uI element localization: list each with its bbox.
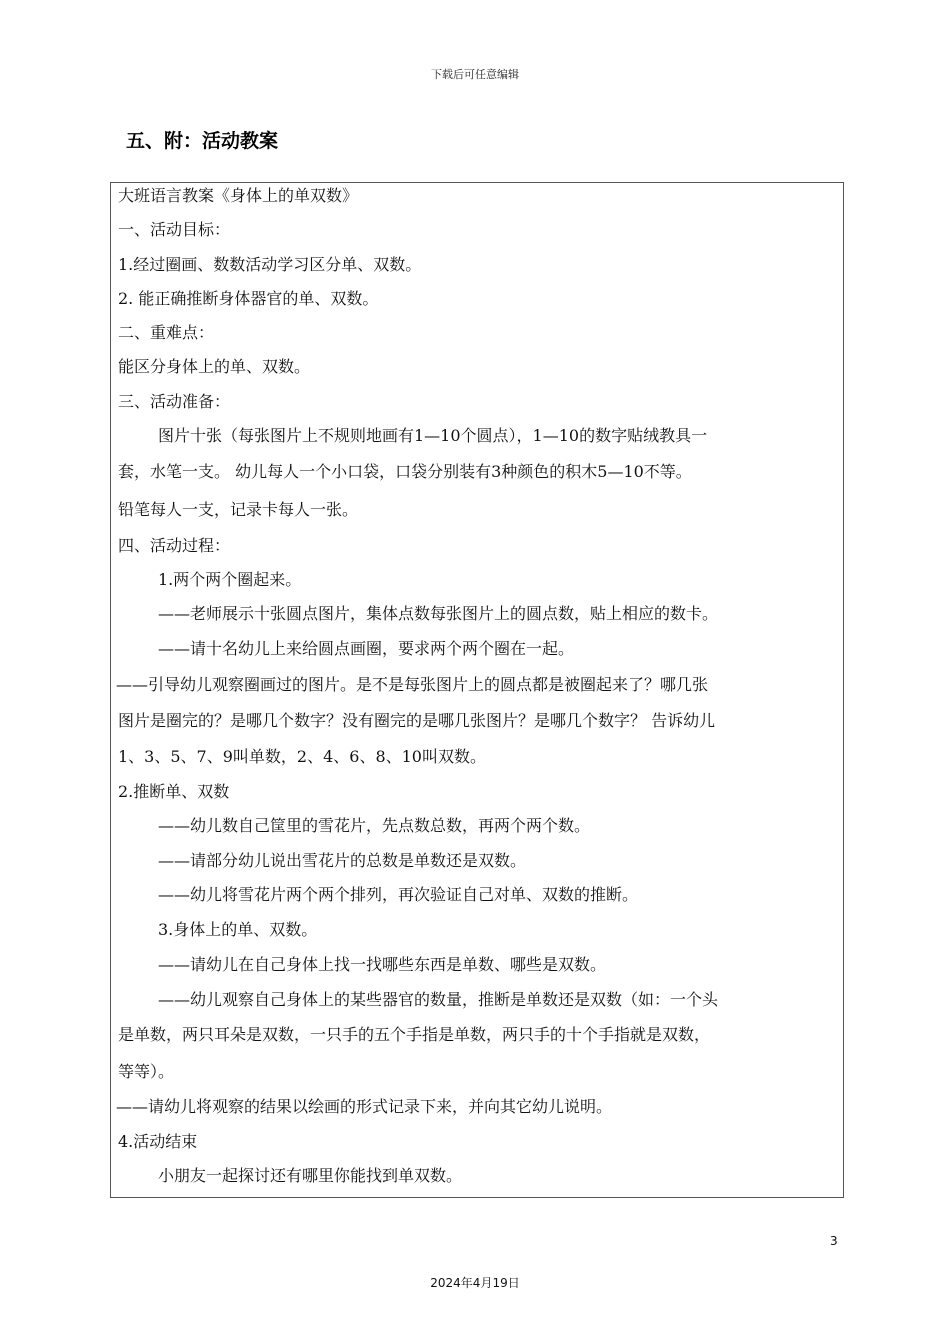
preparation-text: 套，水笔一支。 幼儿每人一个小口袋，口袋分别装有3种颜色的积木5—10不等。 <box>118 462 692 481</box>
section-title: 五、附：活动教案 <box>126 130 279 152</box>
step-heading: 3.身体上的单、双数。 <box>158 920 318 939</box>
heading-preparation: 三、活动准备： <box>118 392 231 411</box>
step-text: ——请部分幼儿说出雪花片的总数是单数还是双数。 <box>158 851 527 870</box>
step-text: ——幼儿将雪花片两个两个排列，再次验证自己对单、双数的推断。 <box>158 885 639 904</box>
page-footer-date: 2024年4月19日 <box>430 1276 520 1290</box>
preparation-text: 图片十张（每张图片上不规则地画有1—10个圆点），1—10的数字贴绒教具一 <box>158 426 708 445</box>
page-number: 3 <box>830 1234 838 1248</box>
step-text: 图片是圈完的？是哪几个数字？没有圈完的是哪几张图片？是哪几个数字？ 告诉幼儿 <box>118 711 716 730</box>
step-text: 是单数，两只耳朵是双数，一只手的五个手指是单数，两只手的十个手指就是双数， <box>118 1025 711 1044</box>
heading-key-points: 二、重难点： <box>118 323 215 342</box>
page-header: 下载后可任意编辑 <box>431 68 519 81</box>
heading-goals: 一、活动目标： <box>118 220 231 239</box>
goal-item: 2. 能正确推断身体器官的单、双数。 <box>118 289 379 308</box>
heading-process: 四、活动过程： <box>118 536 231 555</box>
step-text: 1、3、5、7、9叫单数，2、4、6、8、10叫双数。 <box>118 747 486 766</box>
lesson-title: 大班语言教案《身体上的单双数》 <box>118 186 359 205</box>
step-heading: 4.活动结束 <box>118 1132 198 1151</box>
step-text: ——引导幼儿观察圈画过的图片。是不是每张图片上的圆点都是被圈起来了？哪几张 <box>116 675 709 694</box>
goal-item: 1.经过圈画、数数活动学习区分单、双数。 <box>118 255 422 274</box>
step-text: 小朋友一起探讨还有哪里你能找到单双数。 <box>158 1166 463 1185</box>
step-text: ——老师展示十张圆点图片，集体点数每张图片上的圆点数，贴上相应的数卡。 <box>158 604 719 623</box>
preparation-text: 铅笔每人一支，记录卡每人一张。 <box>118 500 359 519</box>
step-text: ——幼儿观察自己身体上的某些器官的数量，推断是单数还是双数（如：一个头 <box>158 990 719 1009</box>
step-heading: 1.两个两个圈起来。 <box>158 570 302 589</box>
step-text: 等等）。 <box>118 1062 175 1081</box>
step-text: ——请幼儿在自己身体上找一找哪些东西是单数、哪些是双数。 <box>158 955 607 974</box>
step-heading: 2.推断单、双数 <box>118 782 230 801</box>
key-point-text: 能区分身体上的单、双数。 <box>118 357 311 376</box>
step-text: ——幼儿数自己筐里的雪花片，先点数总数，再两个两个数。 <box>158 816 591 835</box>
step-text: ——请十名幼儿上来给圆点画圈，要求两个两个圈在一起。 <box>158 639 575 658</box>
step-text: ——请幼儿将观察的结果以绘画的形式记录下来，并向其它幼儿说明。 <box>116 1097 613 1116</box>
